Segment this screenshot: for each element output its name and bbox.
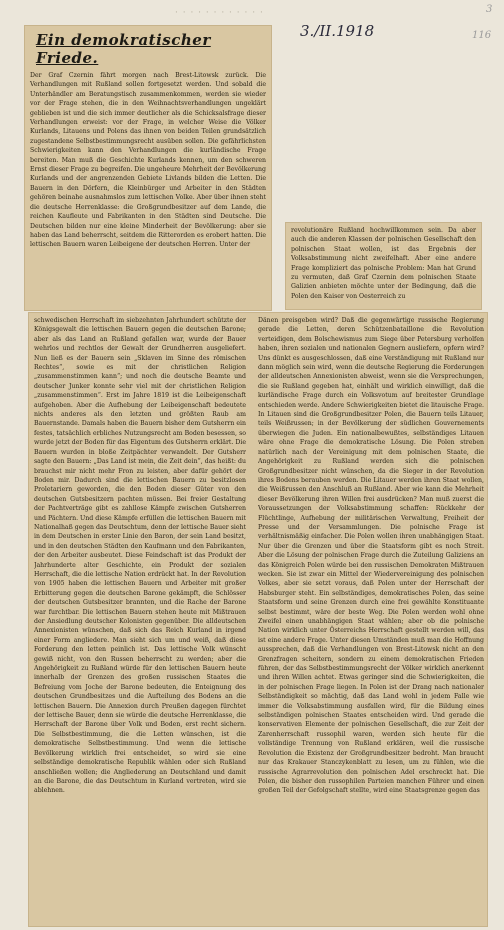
archive-mark: 116 bbox=[472, 30, 492, 41]
clipping-lower-section bbox=[28, 312, 488, 927]
article-text-part1: Der Graf Czernin fährt morgen nach Brest-Litowsk zurück. Die Verhandlungen mit Rußland sollen fortgesetzt werden. Und sobald die Unterhändler am Beratungstisch zusammenkommen, werden sie wieder vor der Frage stehen, die in den Weihnachtsverhandlungen ungeklärt geblieben ist und die sich immer deutlicher als die Schicksalsfrage dieser Verhandlungen erweist: vor der Frage, in welcher Weise die Völker Kurlands, Litauens und Polens das ihnen von beiden Teilen grundsätzlich zugestandene Selbstbestimmungsrecht ausüben sollen. Die gefährlichsten Schwierigkeiten kann den Verhandlungen die kurländische Frage bereiten. Man muß die Geschichte Kurlands kennen, um den schweren Ernst dieser Frage zu begreifen. Die ungeheure Mehrheit der Bevölkerung Kurlands und der angrenzenden Gebiete Livlands bilden die Letten. Die Bauern in den Dörfern, die Kleinbürger und Arbeiter in den Städten gehören beinahe ausnahmslos zum lettischen Volke. Aber über ihnen steht die deutsche Herrenklasse: die Großgrundbesitzer auf dem Lande, die reichen Kaufleute und Fabrikanten in den Städten sind Deutsche. Die Deutschen bilden nur eine kleine Minderheit der Bevölkerung: aber sie haben das Land beherrscht, seitdem die Ritterorden es erobert hatten. Die lettischen Bauern waren Leibeigene der deutschen Herren. Unter der bbox=[30, 72, 266, 249]
article-text-part3b: Dänen preisgeben wird? Daß die gegenwärtige russische Regierung gerade die Letten, deren Schützenbataillone die Revolution verteidigen, dem Bolschewismus zum Siege über Petersburg verholfen haben, ihren sozialen und nationalen Gegnern ausliefern, opfern wird? Uns dünkt es ausgeschlossen, daß eine Verständigung mit Rußland nur dann möglich sein wird, wenn die deutsche Regierung die Forderungen der alldeutschen Annexionisten abweist, wenn sie die Versprechungen, die sie Rußland gegeben hat, einhält und wirklich einwilligt, daß die kurländische Frage durch ein Volksvotum auf breitester Grundlage entschieden werde. Andere Schwierigkeiten bietet die litauische Frage. In Litauen sind die Großgrundbesitzer Polen, die Bauern teils Litauer, teils Weißrussen; in der Bevölkerung der südlichen Gouvernements überwiegen die Juden. Ein nationalbewußtes, selbständiges Litauen wäre ohne Frage die demokratische Lösung. Die Polen streben natürlich nach der Vereinigung mit dem polnischen Staate, die Angehörigkeit zu Rußland werden sich die polnischen Großgrundbesitzer nicht wünschen, da die Sieger in der Revolution ihres Bodens berauben werden. Die Litauer werden ihren Staat wollen, die Weißrussen den Anschluß an Rußland. Aber wie kann die Mehrheit dieser Bevölkerung ihren Willen frei ausdrücken? Man muß zuerst die Voraussetzungen der Volksabstimmung schaffen: Rückkehr der Flüchtlinge, Aufhebung der militärischen Verwaltung, Freiheit der Presse und der Versammlungen. Die polnische Frage ist verhältnismäßig einfacher. Die Polen wollen ihren unabhängigen Staat. Nur über die Grenzen und über die Staatsform gibt es noch Streit. Aber die Lösung der polnischen Frage durch die Zuteilung Galiziens an das Königreich Polen würde bei den russischen Demokraten Mißtrauen wecken. Sie ist zwar ein Mittel der Wiedervereinigung des polnischen Volkes, aber sie setzt voraus, daß Polen unter der Herrschaft der Habsburger steht. Ein selbständiges, demokratisches Polen, das seine Staatsform und seine Grenzen durch eine frei gewählte Konstituante selbst bestimmt, wäre der beste Weg. Die Polen werden wohl ohne Zweifel einen unabhängigen Staat wählen; aber ob die polnische Nation wirklich unter Österreichs Herrschaft gestellt werden will, das ist eine andere Frage. Unter diesen Umständen muß man die Hoffnung aussprechen, daß die Verhandlungen von Brest-Litowsk nicht an den Grenzfragen scheitern, sondern zu einem demokratischen Frieden führen, der das Selbstbestimmungsrecht der Völker wirklich anerkennt und ihren Willen achtet. Etwas geringer sind die Schwierigkeiten, die in der polnischen Frage liegen. In Polen ist der Drang nach nationaler Selbständigkeit so mächtig, daß das Land wohl in jedem Falle wie immer die Volksabstimmung ausfallen wird, für die Bildung eines selbständigen polnischen Staates entscheiden wird. Und gerade die konservativen Elemente der polnischen Gesellschaft, die zur Zeit der Zarenherrschaft russophil waren, werden sich heute für die vollständige Trennung von Rußland erklären, weil die russische Revolution die Existenz der Großgrundbesitzer bedroht. Man braucht nur das Krakauer Stanczykenblatt zu lesen, um zu fühlen, wie die russische Agrarrevolution den polnischen Adel erschreckt hat. Die Polen, die bisher den russophilen Parteien manchen Führer und einen großen Teil der Gefolgschaft stellte, wird eine Staatsgrenze gegen das bbox=[258, 317, 484, 795]
article-text-part2: revolutionäre Rußland hochwillkommen sein. Da aber auch die anderen Klassen der polnischen Gesellschaft den polnischen Staat wollen, ist das Ergebnis der Volksabstimmung nicht zweifelhaft. Aber eine andere Frage kompliziert das polnische Problem: Man hat Grund zu vermuten, daß Graf Czernin dem polnischen Staate Galizien anbieten möchte unter der Bedingung, daß die Polen den Kaiser von Oesterreich zu bbox=[291, 227, 476, 300]
article-text-part3a: schwedischen Herrschaft im siebzehnten Jahrhundert schützte der Königsgewalt die lettischen Bauern gegen die deutschen Barone; aber als das Land an Rußland gefallen war, wurde der Bauer wehrlos und rechtlos der Gewalt der Grundherren ausgeliefert. Nun ließ es der Bauern sein „Sklaven im Sinne des römischen Rechtes“, sowie es mit der christlichen Religion „zusammenstimmen kann“; und noch die deutsche Beamte und deutscher Junker konnte sehr viel mit der christlichen Religion „zusammenstimmen“. Erst im Jahre 1819 ist die Leibeigenschaft aufgehoben. Aber die Aufhebung der Leibeigenschaft bedeutete nichts anderes als den letzten und größten Raub am Bauernstande. Damals haben die Bauern bisher dem Gutsherrn ein festes, tatsächlich erbliches Nutzungsrecht am Boden besessen, so wurde jetzt der Boden für das Eigentum des Gutsherrn erklärt. Die Bauern wurden in bloße Zeitpächter verwandelt. Der Gutsherr sagte den Bauern: „Das Land ist mein, die Zeit dein“, das heißt: du brauchst mir nicht mehr Fron zu leisten, aber dafür gehört der Boden mir. Dadurch sind die lettischen Bauern zu besitzlosen Proletariern geworden, die den Boden dieser Güter von den deutschen Gutsbesitzern pachten müssen. Bei freier Gestaltung der Pachtverträge gibt es zahllose Kämpfe zwischen Gutsherren und Pächtern. Und diese Kämpfe erfüllen die lettischen Bauern mit Nationalhaß gegen das Deutschtum, denn der lettische Bauer sieht in dem Deutschen in erster Linie den Baron, der sein Land besitzt, und in den deutschen Städten den Kaufmann und den Fabrikanten, der den Arbeiter ausbeutet. Diese Feindschaft ist das Produkt der Jahrhunderte alter Geschichte, ein Produkt der sozialen Herrschaft, die die lettische Nation erdrückt hat. In der Revolution von 1905 haben die lettischen Bauern und Arbeiter mit großer Erbitterung gegen die deutschen Barone gekämpft, die Schlösser der deutschen Gutsbesitzer brannten, und die Rache der Barone war furchtbar. Die lettischen Bauern stehen heute mit Mißtrauen der Ansiedlung deutscher Kolonisten gegenüber. Die alldeutschen Annexionisten wünschen, daß sich das Reich Kurland in irgend einer Form angliedere. Man sieht sich um und weiß, daß diese Forderung den letten peinlich ist. Das lettische Volk wünscht gewiß nicht, von den Russen beherrscht zu werden; aber die Angehörigkeit zu Rußland würde für den lettischen Bauern heute innerhalb der Grenzen des großen russischen Staates die Befreiung vom Joche der Barone bedeuten, die Enteignung des deutschen Grundbesitzes und die Aufteilung des Bodens an die lettischen Bauern. Die Annexion durch Preußen dagegen fürchtet der lettische Bauer, denn sie würde die deutsche Herrenklasse, die Herrschaft der Barone über Volk und Boden, erst recht sichern. Die Selbstbestimmung, die die Letten wünschen, ist die demokratische Selbstbestimmung. Und wenn die lettische Bevölkerung wirklich frei entscheidet, so wird sie eine selbständige demokratische Republik wählen oder sich Rußland anschließen wollen; die Angliederung an Deutschland und damit an die Barone, die das Deutschtum in Kurland vertreten, wird sie ablehnen. bbox=[34, 317, 246, 795]
archive-mark-top: 3 bbox=[486, 4, 493, 15]
handwritten-date: 3./II.1918 bbox=[300, 22, 375, 40]
clipping-first-column bbox=[24, 25, 272, 311]
lower-right-column bbox=[258, 316, 484, 921]
clipping-second-column bbox=[285, 222, 482, 310]
article-title: Ein demokratischer Friede. bbox=[36, 31, 211, 67]
masthead-remnant: · · · · · · · · · · · · bbox=[175, 8, 264, 18]
lower-left-column bbox=[34, 316, 246, 921]
